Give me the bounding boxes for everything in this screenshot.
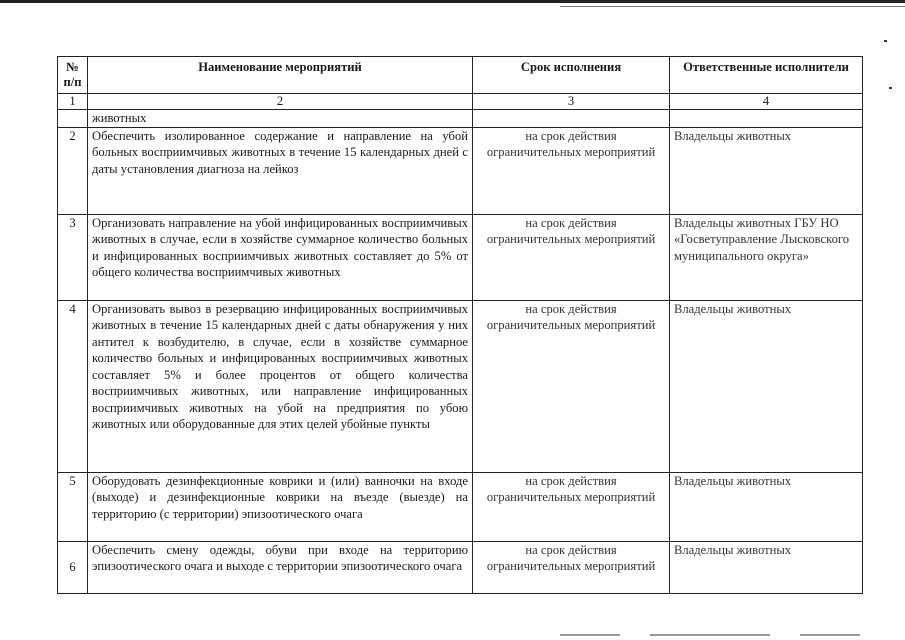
table-row bbox=[58, 127, 863, 214]
row-term: на срок действия ограничительных мероприятий bbox=[473, 214, 670, 300]
continuation-num bbox=[58, 110, 88, 128]
row-responsible: Владельцы животных bbox=[670, 472, 863, 541]
row-responsible: Владельцы животных ГБУ НО «Госветуправление Лысковского муниципального округа» bbox=[670, 214, 863, 300]
column-number: 3 bbox=[473, 94, 670, 110]
row-term: на срок действия ограничительных мероприятий bbox=[473, 541, 670, 593]
continuation-term bbox=[473, 110, 670, 128]
table-row bbox=[58, 541, 863, 593]
header-term: Срок исполнения bbox=[473, 57, 670, 94]
continuation-row bbox=[58, 110, 863, 128]
table-row bbox=[58, 300, 863, 472]
column-number-row bbox=[58, 94, 863, 110]
header-num: № п/п bbox=[58, 57, 88, 94]
scan-noise bbox=[650, 634, 770, 636]
row-num: 5 bbox=[58, 472, 88, 541]
top-rule bbox=[0, 0, 905, 3]
row-term: на срок действия ограничительных мероприятий bbox=[473, 300, 670, 472]
row-responsible: Владельцы животных bbox=[670, 127, 863, 214]
column-number: 1 bbox=[58, 94, 88, 110]
header-row bbox=[58, 57, 863, 94]
row-num: 6 bbox=[58, 541, 88, 593]
continuation-responsible bbox=[670, 110, 863, 128]
row-num: 2 bbox=[58, 127, 88, 214]
scan-speck bbox=[889, 87, 892, 89]
row-num: 4 bbox=[58, 300, 88, 472]
table-row bbox=[58, 472, 863, 541]
measures-table bbox=[57, 56, 863, 594]
scan-speck bbox=[884, 40, 887, 42]
row-term: на срок действия ограничительных мероприятий bbox=[473, 472, 670, 541]
header-name: Наименование мероприятий bbox=[88, 57, 473, 94]
column-number: 4 bbox=[670, 94, 863, 110]
row-term: на срок действия ограничительных мероприятий bbox=[473, 127, 670, 214]
row-name: Оборудовать дезинфекционные коврики и (или) ванночки на входе (выходе) и дезинфекционные коврики на въезде (выезде) на территорию (с территории) эпизоотического очага bbox=[88, 472, 473, 541]
scan-noise bbox=[800, 634, 860, 636]
top-rule-secondary bbox=[560, 6, 905, 7]
row-name: Организовать направление на убой инфицированных восприимчивых животных в случае, если в хозяйстве суммарное количество больных и инфицированных восприимчивых животных составляет до 5% от общего количества восприимчивых животных bbox=[88, 214, 473, 300]
row-responsible: Владельцы животных bbox=[670, 300, 863, 472]
row-num: 3 bbox=[58, 214, 88, 300]
row-name: Обеспечить изолированное содержание и направление на убой больных восприимчивых животных в течение 15 календарных дней с даты установления диагноза на лейкоз bbox=[88, 127, 473, 214]
row-responsible: Владельцы животных bbox=[670, 541, 863, 593]
continuation-text: животных bbox=[88, 110, 473, 128]
table-row bbox=[58, 214, 863, 300]
row-name: Обеспечить смену одежды, обуви при входе на территорию эпизоотического очага и выходе с территории эпизоотического очага bbox=[88, 541, 473, 593]
header-responsible: Ответственные исполнители bbox=[670, 57, 863, 94]
column-number: 2 bbox=[88, 94, 473, 110]
row-name: Организовать вывоз в резервацию инфицированных восприимчивых животных в течение 15 календарных дней с даты обнаружения у них антител к возбудителю, в случае, если в хозяйстве суммарное количество больных и инфицированных восприимчивых животных составляет 5% и более процентов от общего количества восприимчивых животных, или направление инфицированных восприимчивых животных на убой на предприятия по убою животных или оборудованные для этих целей убойные пункты bbox=[88, 300, 473, 472]
scan-noise bbox=[560, 634, 620, 636]
